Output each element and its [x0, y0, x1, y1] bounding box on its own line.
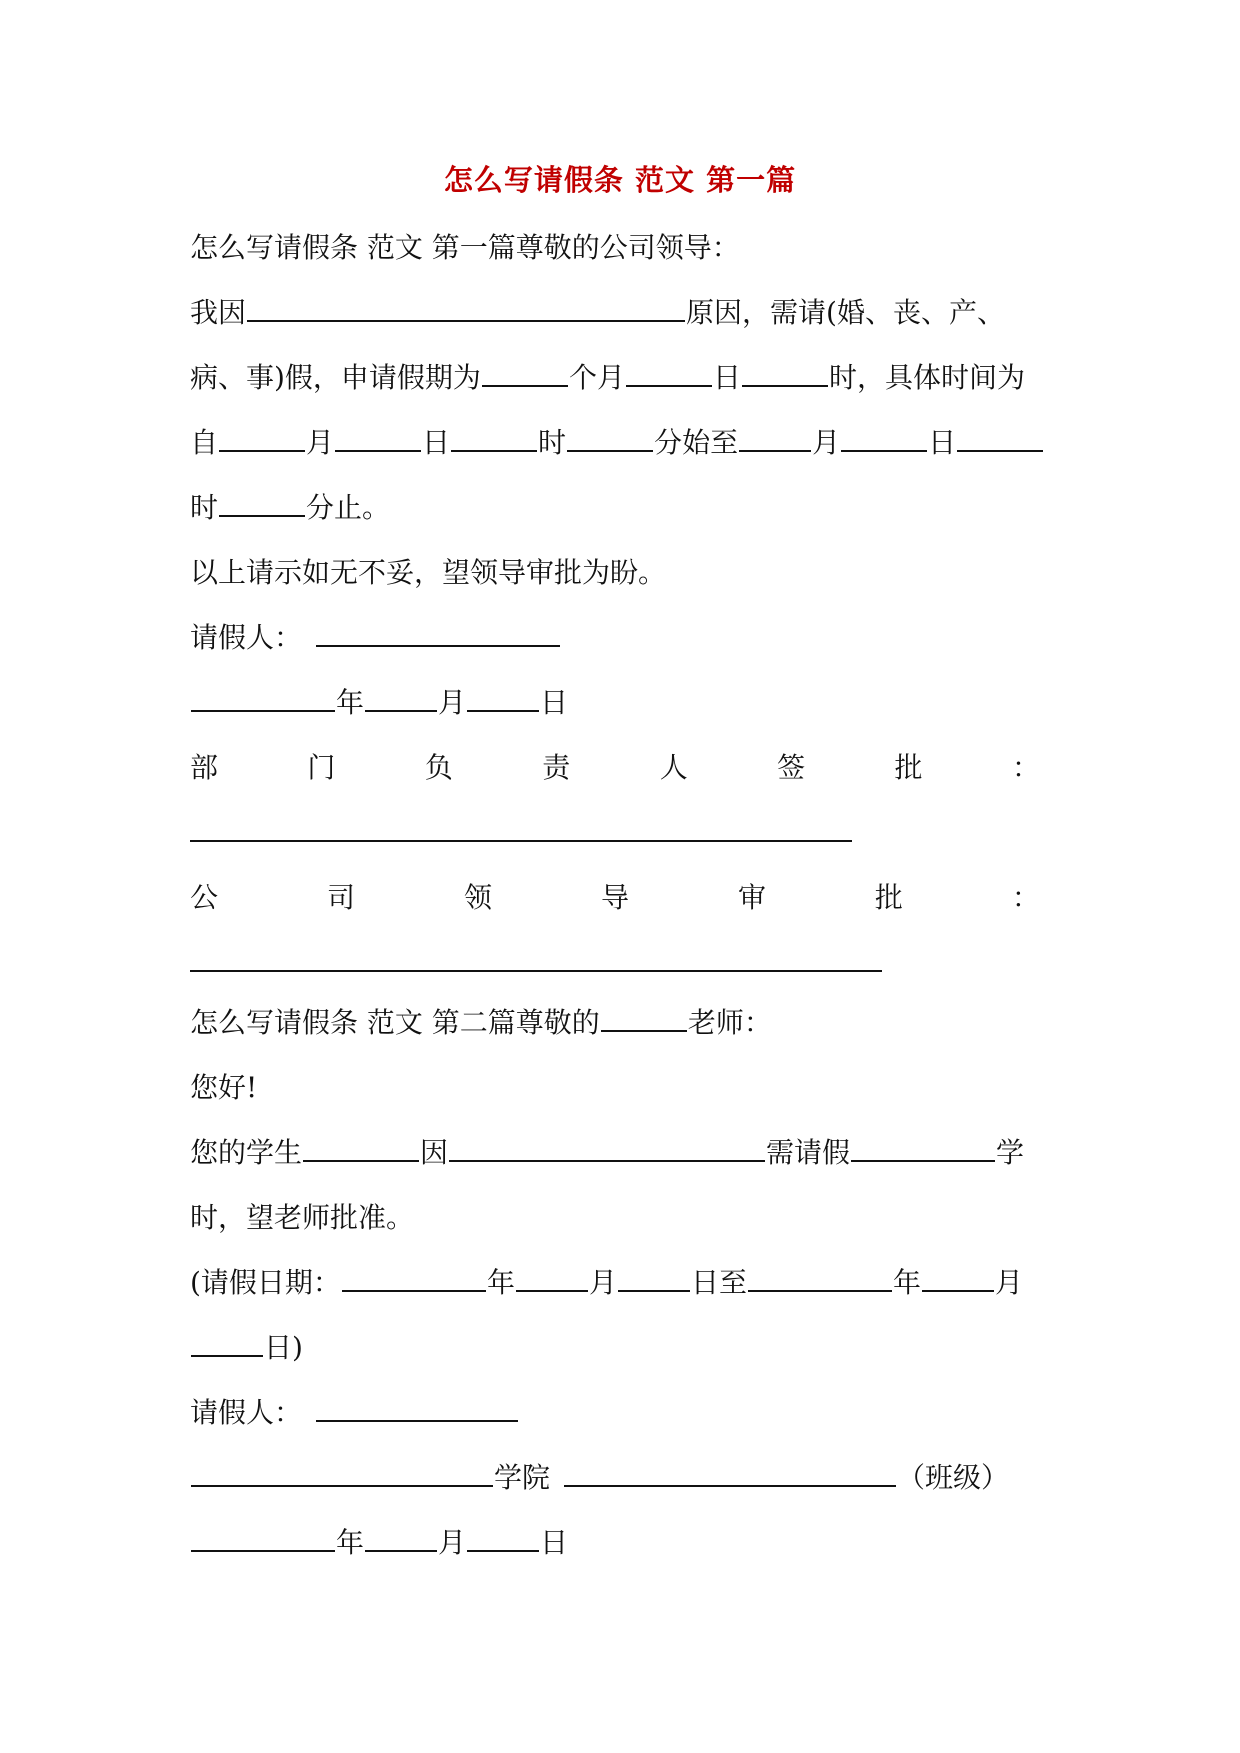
to-minute-label: 分止。	[306, 491, 391, 524]
applicant-line-1	[190, 620, 561, 656]
months-blank[interactable]	[482, 361, 568, 387]
to-day-label: 日	[928, 426, 957, 459]
leave-period-line	[190, 425, 1044, 461]
request-line	[190, 555, 666, 591]
start-year-label: 年	[486, 1266, 515, 1299]
hours-label: 时，具体时间为	[828, 361, 1025, 394]
hours-blank[interactable]	[742, 361, 828, 387]
company-char: 领	[463, 881, 492, 914]
applicant-line-2	[190, 1395, 519, 1431]
college-class-line	[190, 1460, 1009, 1496]
teacher-name-blank[interactable]	[601, 1006, 687, 1032]
date-day-label-1: 日	[540, 686, 569, 719]
to-hour-blank[interactable]	[957, 426, 1043, 452]
date-month-label-2: 月	[438, 1526, 467, 1559]
end-year-blank[interactable]	[748, 1266, 892, 1292]
reason-blank[interactable]	[247, 296, 685, 322]
company-char: 公	[190, 881, 219, 914]
date-month-blank-2[interactable]	[365, 1526, 437, 1552]
end-year-label: 年	[892, 1266, 921, 1299]
salutation-1	[190, 230, 740, 266]
applicant-blank-2[interactable]	[316, 1396, 518, 1422]
date-day-blank-1[interactable]	[467, 686, 539, 712]
from-day-blank[interactable]	[335, 426, 421, 452]
months-label: 个月	[568, 361, 625, 394]
date-year-label-2: 年	[336, 1526, 365, 1559]
leave-duration-line	[190, 360, 1025, 396]
date-month-label-1: 月	[438, 686, 467, 719]
from-month-label: 月	[306, 426, 335, 459]
class-blank[interactable]	[564, 1461, 896, 1487]
company-char: 批	[874, 881, 903, 914]
approval-request-text: 时，望老师批准。	[190, 1201, 415, 1234]
applicant-label-2: 请假人：	[190, 1396, 303, 1429]
class-label: （班级）	[897, 1461, 1010, 1494]
from-minute-blank[interactable]	[567, 426, 653, 452]
date-year-blank-1[interactable]	[191, 686, 335, 712]
date-day-blank-2[interactable]	[467, 1526, 539, 1552]
date-line-1	[190, 685, 568, 721]
approval-request-line	[190, 1200, 414, 1236]
student-name-blank[interactable]	[303, 1136, 419, 1162]
reason-suffix: 原因，需请(婚、丧、产、	[686, 296, 1005, 329]
student-line	[190, 1135, 1024, 1171]
applicant-blank-1[interactable]	[316, 621, 560, 647]
date-year-label-1: 年	[336, 686, 365, 719]
college-label: 学院	[494, 1461, 551, 1494]
salutation-1-text: 怎么写请假条 范文 第一篇尊敬的公司领导：	[190, 231, 740, 264]
applicant-label-1: 请假人：	[190, 621, 303, 654]
dept-char: ：	[1011, 751, 1040, 784]
start-day-label: 日至	[690, 1266, 747, 1299]
college-blank[interactable]	[191, 1461, 493, 1487]
company-approval-label	[190, 880, 1040, 916]
class-hours-label-a: 学	[996, 1136, 1025, 1169]
company-approval-blank[interactable]	[190, 970, 882, 972]
student-reason-blank[interactable]	[449, 1136, 765, 1162]
class-hours-blank[interactable]	[851, 1136, 995, 1162]
end-month-blank[interactable]	[922, 1266, 994, 1292]
to-month-label: 月	[812, 426, 841, 459]
company-char: 司	[326, 881, 355, 914]
start-year-blank[interactable]	[342, 1266, 486, 1292]
student-label: 您的学生	[190, 1136, 303, 1169]
document-title: 怎么写请假条 范文 第一篇	[443, 163, 797, 197]
date-day-label-2: 日	[540, 1526, 569, 1559]
to-month-blank[interactable]	[739, 426, 811, 452]
dept-signature-blank[interactable]	[190, 840, 852, 842]
greeting-text: 您好!	[190, 1071, 258, 1104]
leave-type-text: 病、事)假，申请假期为	[190, 361, 481, 394]
date-month-blank-1[interactable]	[365, 686, 437, 712]
dept-char: 门	[307, 751, 336, 784]
date-year-blank-2[interactable]	[191, 1526, 335, 1552]
from-month-blank[interactable]	[219, 426, 305, 452]
teacher-label: 老师：	[687, 1006, 772, 1039]
dept-char: 人	[659, 751, 688, 784]
reason-line	[190, 295, 1005, 331]
dept-char: 部	[190, 751, 219, 784]
from-label: 自	[190, 426, 219, 459]
reason-prefix: 我因	[190, 296, 247, 329]
dept-char: 负	[424, 751, 453, 784]
end-day-blank[interactable]	[191, 1331, 263, 1357]
company-char: 导	[600, 881, 629, 914]
salutation-2-text: 怎么写请假条 范文 第二篇尊敬的	[190, 1006, 600, 1039]
days-label: 日	[712, 361, 741, 394]
dept-char: 签	[777, 751, 806, 784]
from-day-label: 日	[422, 426, 451, 459]
end-day-label: 日)	[264, 1331, 303, 1364]
because-label: 因	[420, 1136, 449, 1169]
to-hour-label: 时	[190, 491, 219, 524]
end-month-label: 月	[995, 1266, 1024, 1299]
leave-date-label: (请假日期：	[190, 1266, 341, 1299]
greeting-line	[190, 1070, 257, 1106]
start-month-label: 月	[588, 1266, 617, 1299]
request-text: 以上请示如无不妥，望领导审批为盼。	[190, 556, 667, 589]
to-day-blank[interactable]	[841, 426, 927, 452]
from-minute-label: 分始至	[654, 426, 739, 459]
leave-end-line	[190, 490, 390, 526]
leave-date-line	[190, 1265, 1023, 1301]
from-hour-label: 时	[538, 426, 567, 459]
start-day-blank[interactable]	[618, 1266, 690, 1292]
leave-date-end-line	[190, 1330, 303, 1366]
date-line-2	[190, 1525, 568, 1561]
salutation-2	[190, 1005, 772, 1041]
dept-char: 批	[894, 751, 923, 784]
dept-char: 责	[542, 751, 571, 784]
dept-signature-label	[190, 750, 1040, 786]
days-blank[interactable]	[626, 361, 712, 387]
request-leave-label: 需请假	[766, 1136, 851, 1169]
start-month-blank[interactable]	[516, 1266, 588, 1292]
company-char: ：	[1011, 881, 1040, 914]
to-minute-blank[interactable]	[219, 491, 305, 517]
company-char: 审	[737, 881, 766, 914]
from-hour-blank[interactable]	[451, 426, 537, 452]
